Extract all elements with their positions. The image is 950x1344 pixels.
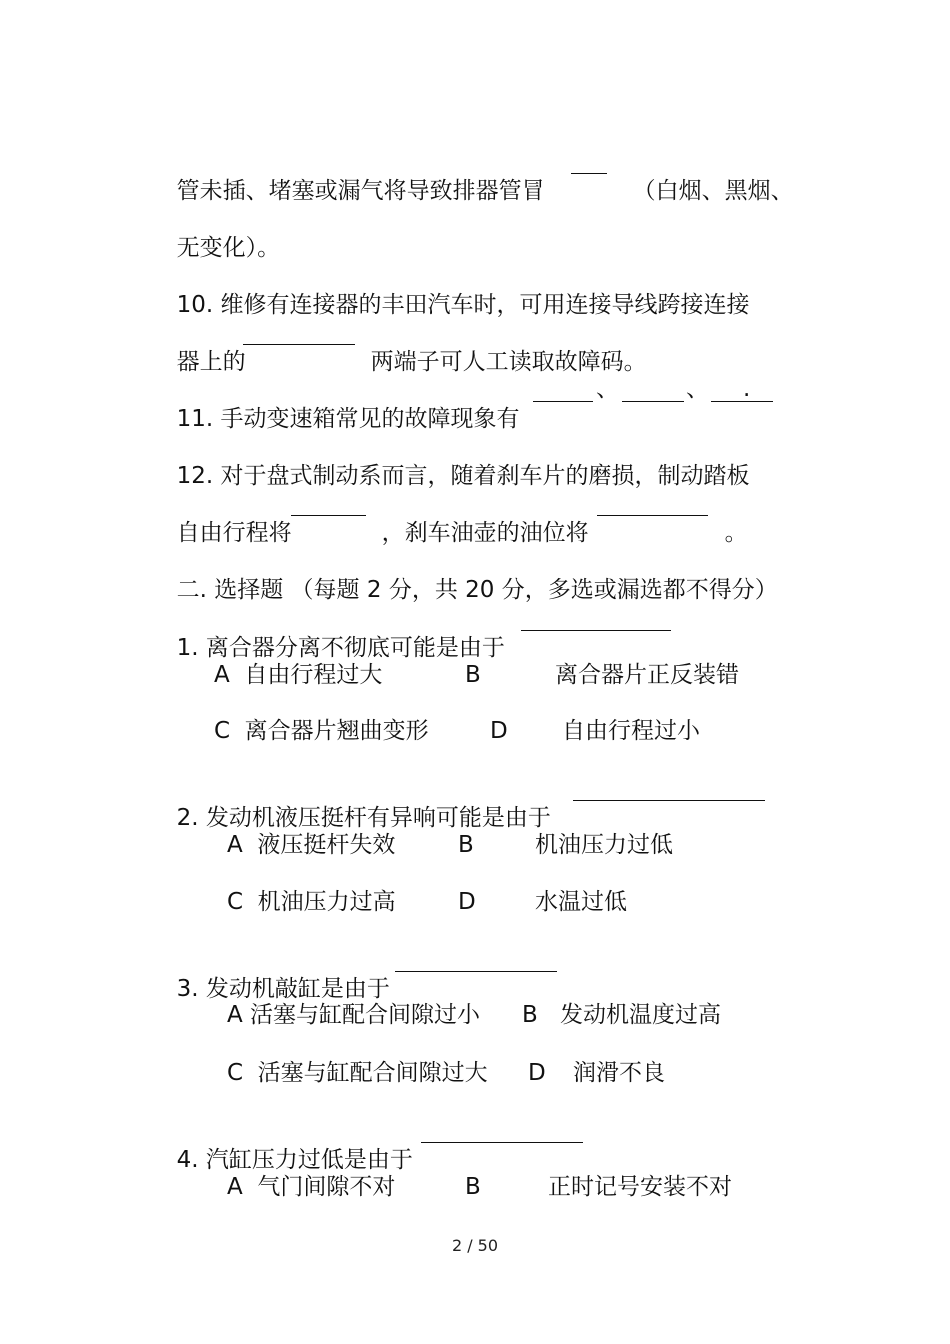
option-b-letter	[465, 660, 481, 690]
option-text: 机油压力过低	[535, 832, 673, 858]
answer-blank	[291, 493, 366, 516]
option-text: A 自由行程过大	[214, 662, 383, 688]
option-text: A 气门间隙不对	[227, 1174, 396, 1200]
option-b-letter	[458, 830, 474, 860]
option-letter: B	[522, 1002, 538, 1028]
option-a	[227, 1000, 480, 1030]
option-letter: B	[465, 662, 481, 688]
text-segment: 。	[724, 520, 748, 546]
option-text: 自由行程过小	[562, 718, 700, 744]
option-text: C 离合器片翘曲变形	[214, 718, 429, 744]
question-10	[162, 260, 750, 320]
option-d	[573, 1058, 665, 1088]
answer-blank	[597, 493, 708, 516]
option-a	[227, 1172, 395, 1202]
question-11	[162, 374, 520, 434]
text-line	[367, 488, 589, 548]
option-d-letter	[528, 1058, 546, 1088]
answer-blank	[243, 322, 355, 345]
option-b	[548, 1172, 732, 1202]
option-a	[227, 830, 395, 860]
question-text: 4. 汽缸压力过低是由于	[176, 1147, 413, 1173]
mc-question-2	[162, 773, 551, 833]
answer-blank	[573, 778, 765, 801]
option-b	[535, 830, 673, 860]
text-segment	[743, 374, 750, 404]
option-text: 润滑不良	[573, 1060, 665, 1086]
text-line	[356, 317, 647, 377]
option-text: 离合器片正反装错	[555, 662, 739, 688]
text-line	[162, 488, 292, 548]
answer-blank	[521, 608, 671, 631]
question-text: 11. 手动变速箱常见的故障现象有	[176, 406, 520, 432]
text-segment: 两端子可人工读取故障码。	[370, 349, 647, 375]
question-text: 12. 对于盘式制动系而言，随着刹车片的磨损，制动踏板	[176, 463, 750, 489]
answer-blank	[622, 379, 684, 402]
text-segment: 管未插、堵塞或漏气将导致排器管冒	[176, 178, 545, 204]
answer-blank	[711, 379, 773, 402]
option-text: A 活塞与缸配合间隙过小	[227, 1002, 481, 1028]
question-text: 1. 离合器分离不彻底可能是由于	[176, 635, 505, 661]
separator: 、	[596, 376, 619, 402]
text-segment	[686, 374, 709, 404]
option-text: A 液压挺杆失效	[227, 832, 396, 858]
option-a	[214, 660, 382, 690]
page-number: 2 / 50	[451, 1236, 499, 1255]
mc-question-1	[162, 603, 505, 663]
answer-blank	[421, 1120, 583, 1143]
answer-blank	[571, 151, 607, 174]
option-text: C 活塞与缸配合间隙过大	[227, 1060, 488, 1086]
separator: 、	[686, 376, 709, 402]
option-text: C 机油压力过高	[227, 889, 396, 915]
text-line	[162, 317, 246, 377]
text-segment: ，刹车油壶的油位将	[381, 520, 589, 546]
option-d-letter	[490, 716, 508, 746]
mc-question-4	[162, 1115, 413, 1175]
option-text: 水温过低	[535, 889, 627, 915]
option-d	[535, 887, 627, 917]
text-line	[162, 203, 280, 263]
option-letter: D	[458, 889, 476, 915]
text-segment	[596, 374, 619, 404]
option-b	[560, 1000, 721, 1030]
text-line	[618, 146, 794, 206]
question-text: 3. 发动机敲缸是由于	[176, 976, 390, 1002]
answer-blank	[395, 949, 557, 972]
option-d-letter	[458, 887, 476, 917]
answer-blank	[533, 379, 593, 402]
text-line	[710, 488, 748, 548]
question-text: 2. 发动机液压挺杆有异响可能是由于	[176, 805, 551, 831]
separator: .	[743, 376, 751, 402]
mc-question-3	[162, 944, 390, 1004]
question-text: 10. 维修有连接器的丰田汽车时，可用连接导线跨接连接	[176, 292, 750, 318]
text-segment: 自由行程将	[176, 520, 292, 546]
option-c	[227, 1058, 488, 1088]
option-letter: D	[528, 1060, 546, 1086]
section-title: 二. 选择题 （每题 2 分，共 20 分，多选或漏选都不得分）	[176, 577, 778, 603]
option-text: 正时记号安装不对	[548, 1174, 732, 1200]
text-line	[162, 146, 545, 206]
option-letter: D	[490, 718, 508, 744]
text-segment: （白烟、黑烟、	[632, 178, 794, 204]
option-letter: B	[458, 832, 474, 858]
option-b-letter	[465, 1172, 481, 1202]
option-text: 发动机温度过高	[560, 1002, 721, 1028]
option-b-letter	[522, 1000, 538, 1030]
option-c	[227, 887, 396, 917]
option-letter: B	[465, 1174, 481, 1200]
option-c	[214, 716, 429, 746]
option-b	[555, 660, 739, 690]
question-12	[162, 431, 750, 491]
option-d	[562, 716, 700, 746]
section-heading	[162, 545, 778, 605]
text-segment: 器上的	[176, 349, 246, 375]
text-segment: 无变化）。	[176, 235, 281, 261]
